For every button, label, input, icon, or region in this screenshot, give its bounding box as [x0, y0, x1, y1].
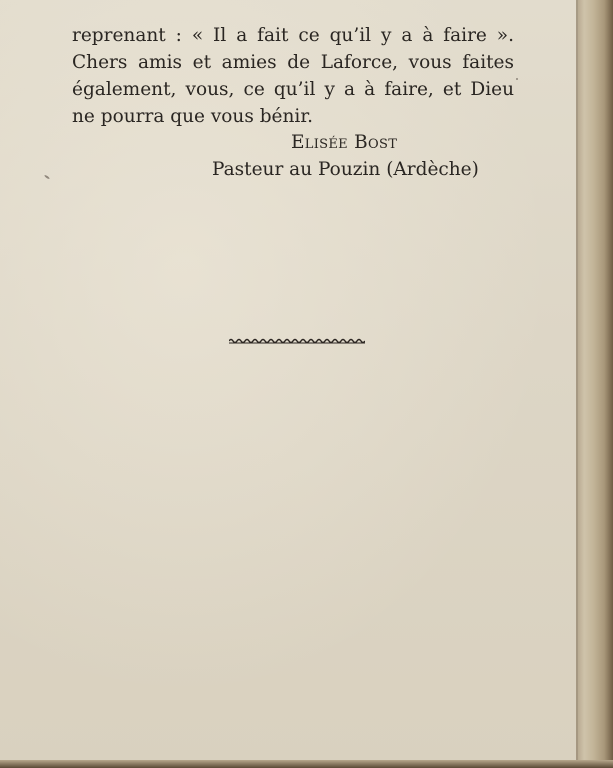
paper-speck — [516, 78, 518, 80]
page-gutter-edge — [578, 0, 613, 768]
text-line-4: ne pourra que vous bénir. — [72, 106, 314, 127]
body-text — [72, 22, 514, 130]
paper-speck — [44, 174, 50, 179]
author-signature: Elisée Bost — [291, 132, 398, 153]
text-line-3: également, vous, ce qu’il y a à faire, et Dieu — [72, 79, 514, 100]
page-bottom-edge — [0, 760, 613, 768]
wavy-rule-ornament — [229, 336, 365, 346]
text-line-1: reprenant : « Il a fait ce qu’il y a à faire ». — [72, 25, 514, 46]
author-title: Pasteur au Pouzin (Ardèche) — [212, 159, 479, 180]
text-line-2: Chers amis et amies de Laforce, vous faites — [72, 52, 514, 73]
